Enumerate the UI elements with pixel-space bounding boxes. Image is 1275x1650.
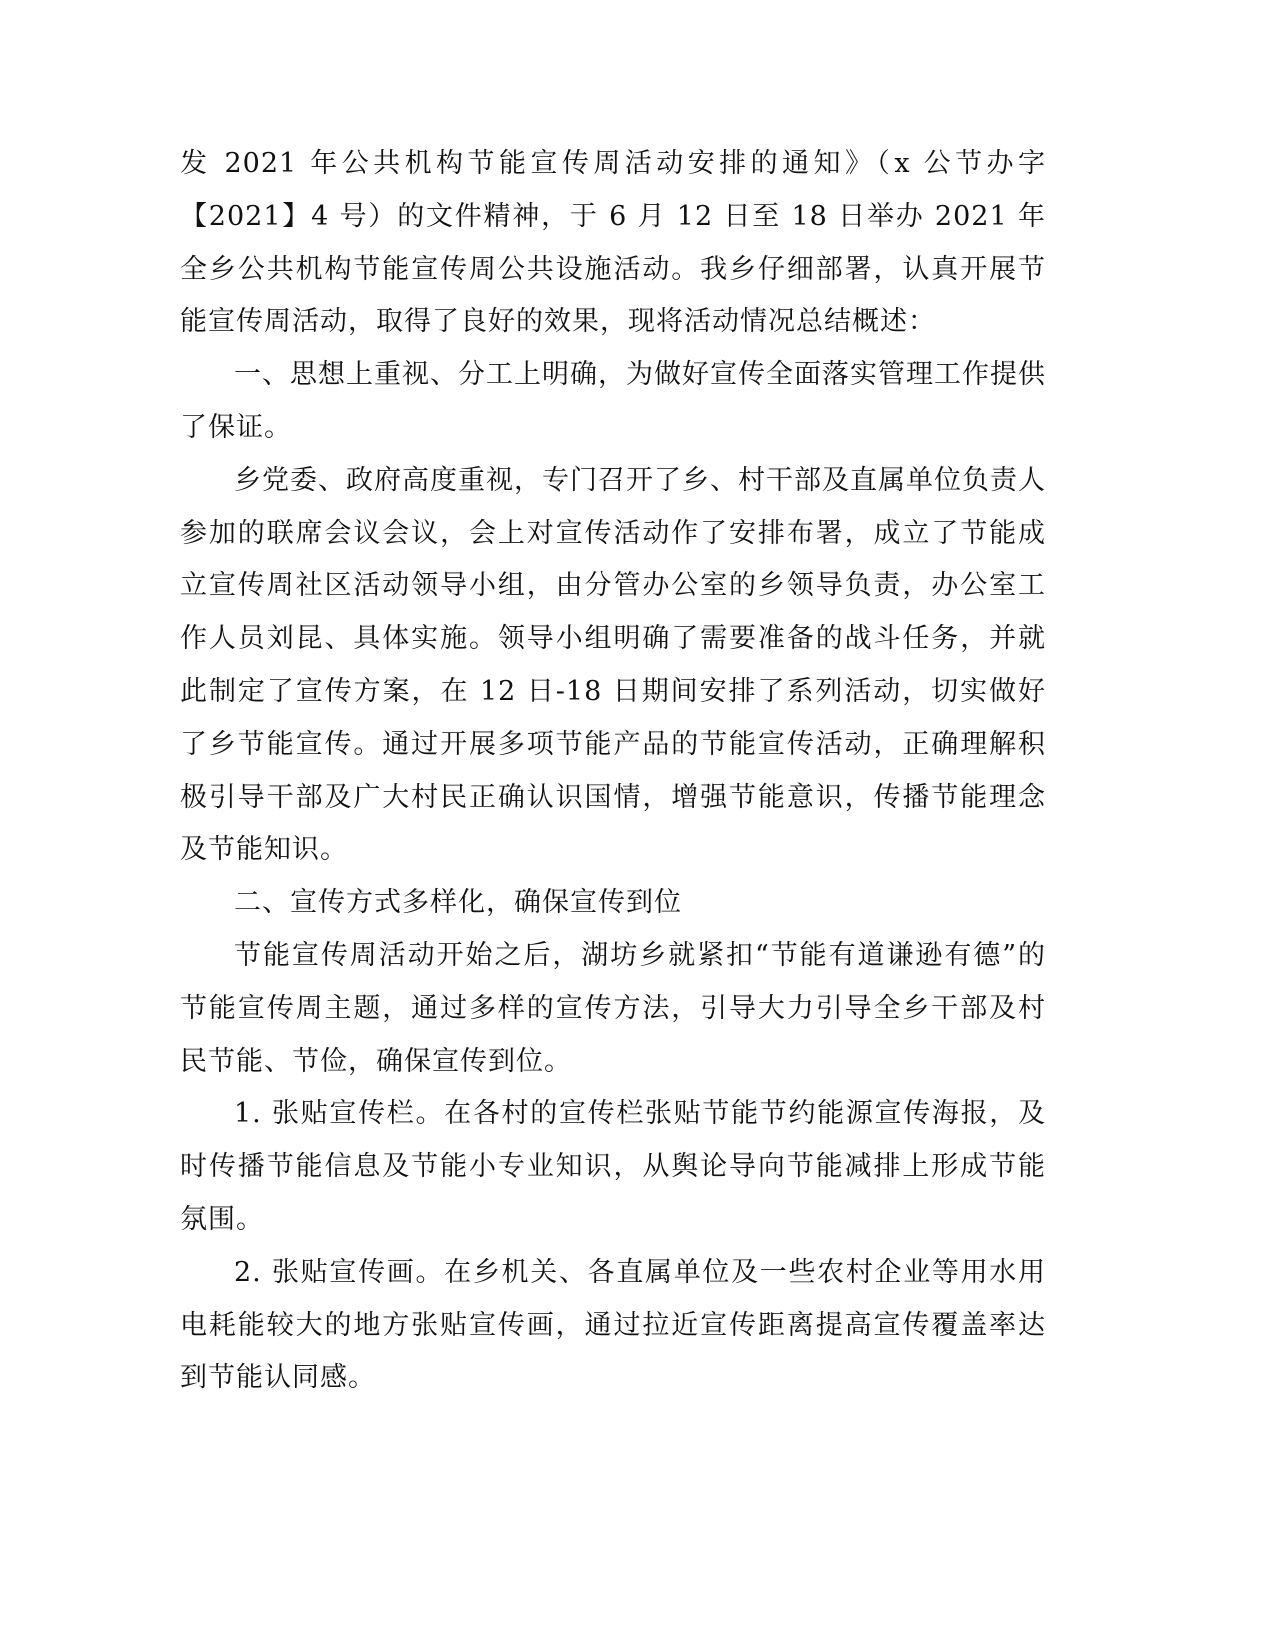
section-body-1: 乡党委、政府高度重视，专门召开了乡、村干部及直属单位负责人参加的联席会议会议，会上对宣传活动作了安排布署，成立了节能成立宣传周社区活动领导小组，由分管办公室的乡领导负责，办公室工作人员刘昆、具体实施。领导小组明确了需要准备的战斗任务，并就此制定了宣传方案，在 12 日-18 日期间安排了系列活动，切实做好了乡节能宣传。通过开展多项节能产品的节能宣传活动，正确理解积极引导干部及广大村民正确认识国情，增强节能意识，传播节能理念及节能知识。 bbox=[180, 464, 1046, 866]
document-body bbox=[180, 138, 1046, 1405]
list-item-2: 2. 张贴宣传画。在乡机关、各直属单位及一些农村企业等用水用电耗能较大的地方张贴宣传画，通过拉近宣传距离提高宣传覆盖率达到节能认同感。 bbox=[180, 1256, 1046, 1394]
section-body-2: 节能宣传周活动开始之后，湖坊乡就紧扣“节能有道谦逊有德”的节能宣传周主题，通过多样的宣传方法，引导大力引导全乡干部及村民节能、节俭，确保宣传到位。 bbox=[180, 939, 1046, 1077]
section-heading-2: 二、宣传方式多样化，确保宣传到位 bbox=[234, 887, 682, 919]
intro-paragraph: 发 2021 年公共机构节能宣传周活动安排的通知》（x 公节办字【2021】4 号）的文件精神，于 6 月 12 日至 18 日举办 2021 年全乡公共机构节能宣传周公共设施活动。我乡仔细部署，认真开展节能宣传周活动，取得了良好的效果，现将活动情况总结概述： bbox=[180, 148, 1046, 338]
section-heading-1: 一、思想上重视、分工上明确，为做好宣传全面落实管理工作提供了保证。 bbox=[180, 359, 1046, 443]
list-item-1: 1. 张贴宣传栏。在各村的宣传栏张贴节能节约能源宣传海报，及时传播节能信息及节能小专业知识，从舆论导向节能减排上形成节能氛围。 bbox=[180, 1098, 1046, 1235]
